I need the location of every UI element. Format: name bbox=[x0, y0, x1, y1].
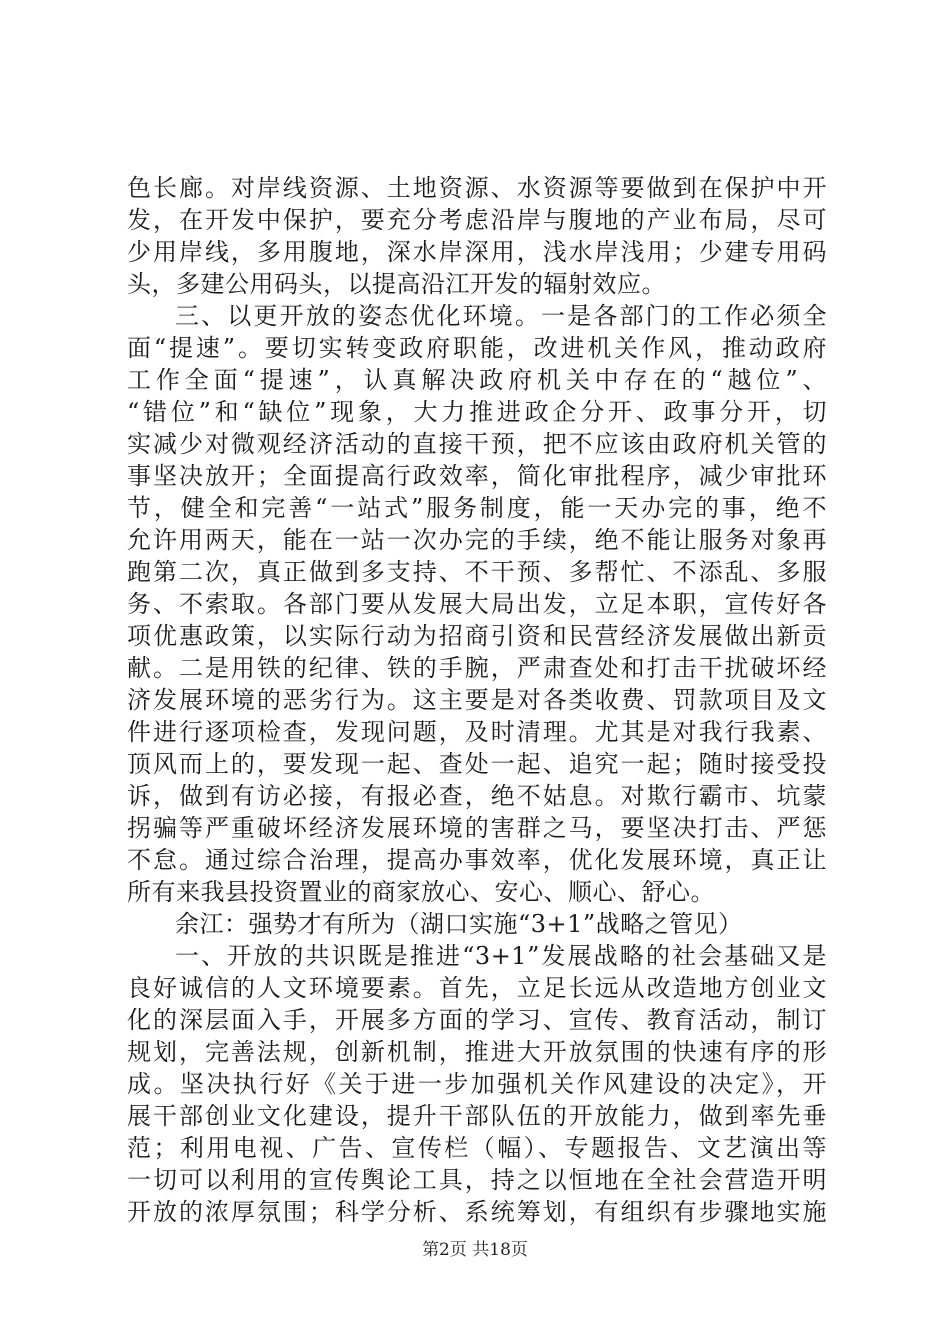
text-line: 顶风而上的，要发现一起、查处一起、追究一起；随时接受投 bbox=[127, 750, 827, 778]
text-line: 济发展环境的恶劣行为。这主要是对各类收费、罚款项目及文 bbox=[127, 686, 827, 714]
text-line: 化的深层面入手，开展多方面的学习、宣传、教育活动，制订 bbox=[127, 1006, 827, 1034]
text-line: 少用岸线，多用腹地，深水岸深用，浅水岸浅用；少建专用码 bbox=[127, 238, 827, 266]
text-line: 规划，完善法规，创新机制，推进大开放氛围的快速有序的形 bbox=[127, 1038, 827, 1066]
text-line: 跑第二次，真正做到多支持、不干预、多帮忙、不添乱、多服 bbox=[127, 558, 827, 586]
page-number-footer: 第2页 共18页 bbox=[422, 1240, 528, 1260]
text-line: 色长廊。对岸线资源、土地资源、水资源等要做到在保护中开 bbox=[127, 174, 827, 202]
text-line: 发，在开发中保护，要充分考虑沿岸与腹地的产业布局，尽可 bbox=[127, 206, 827, 234]
text-line: “错位”和“缺位”现象，大力推进政企分开、政事分开，切 bbox=[127, 398, 827, 426]
paragraph-start-line: 三、以更开放的姿态优化环境。一是各部门的工作必须全 bbox=[175, 302, 827, 330]
text-line: 允许用两天，能在一站一次办完的手续，绝不能让服务对象再 bbox=[127, 526, 827, 554]
text-line: 范；利用电视、广告、宣传栏（幅）、专题报告、文艺演出等 bbox=[127, 1134, 827, 1162]
text-line: 不怠。通过综合治理，提高办事效率，优化发展环境，真正让 bbox=[127, 846, 827, 874]
text-line: 成。坚决执行好《关于进一步加强机关作风建设的决定》，开 bbox=[127, 1070, 827, 1098]
text-line: 工作全面“提速”，认真解决政府机关中存在的“越位”、 bbox=[127, 366, 827, 394]
text-line: 事坚决放开；全面提高行政效率，简化审批程序，减少审批环 bbox=[127, 462, 827, 490]
document-body bbox=[127, 172, 827, 1228]
text-line: 开放的浓厚氛围；科学分析、系统筹划，有组织有步骤地实施 bbox=[127, 1198, 827, 1226]
section-heading: 余江：强势才有所为（湖口实施“3+1”战略之管见） bbox=[175, 910, 743, 938]
text-line: 头，多建公用码头，以提高沿江开发的辐射效应。 bbox=[127, 270, 666, 298]
text-line: 面“提速”。要切实转变政府职能，改进机关作风，推动政府 bbox=[127, 334, 827, 362]
text-line: 所有来我县投资置业的商家放心、安心、顺心、舒心。 bbox=[127, 878, 715, 906]
text-line: 务、不索取。各部门要从发展大局出发，立足本职，宣传好各 bbox=[127, 590, 827, 618]
text-line: 拐骗等严重破坏经济发展环境的害群之马，要坚决打击、严惩 bbox=[127, 814, 827, 842]
text-line: 件进行逐项检查，发现问题，及时清理。尤其是对我行我素、 bbox=[127, 718, 827, 746]
text-line: 献。二是用铁的纪律、铁的手腕，严肃查处和打击干扰破坏经 bbox=[127, 654, 827, 682]
text-line: 项优惠政策，以实际行动为招商引资和民营经济发展做出新贡 bbox=[127, 622, 827, 650]
paragraph-start-line: 一、开放的共识既是推进“3+1”发展战略的社会基础又是 bbox=[175, 942, 827, 970]
text-line: 诉，做到有访必接，有报必查，绝不姑息。对欺行霸市、坑蒙 bbox=[127, 782, 827, 810]
text-line: 节，健全和完善“一站式”服务制度，能一天办完的事，绝不 bbox=[127, 494, 827, 522]
text-line: 展干部创业文化建设，提升干部队伍的开放能力，做到率先垂 bbox=[127, 1102, 827, 1130]
text-line: 一切可以利用的宣传舆论工具，持之以恒地在全社会营造开明 bbox=[127, 1166, 827, 1194]
text-line: 实减少对微观经济活动的直接干预，把不应该由政府机关管的 bbox=[127, 430, 827, 458]
text-line: 良好诚信的人文环境要素。首先，立足长远从改造地方创业文 bbox=[127, 974, 827, 1002]
